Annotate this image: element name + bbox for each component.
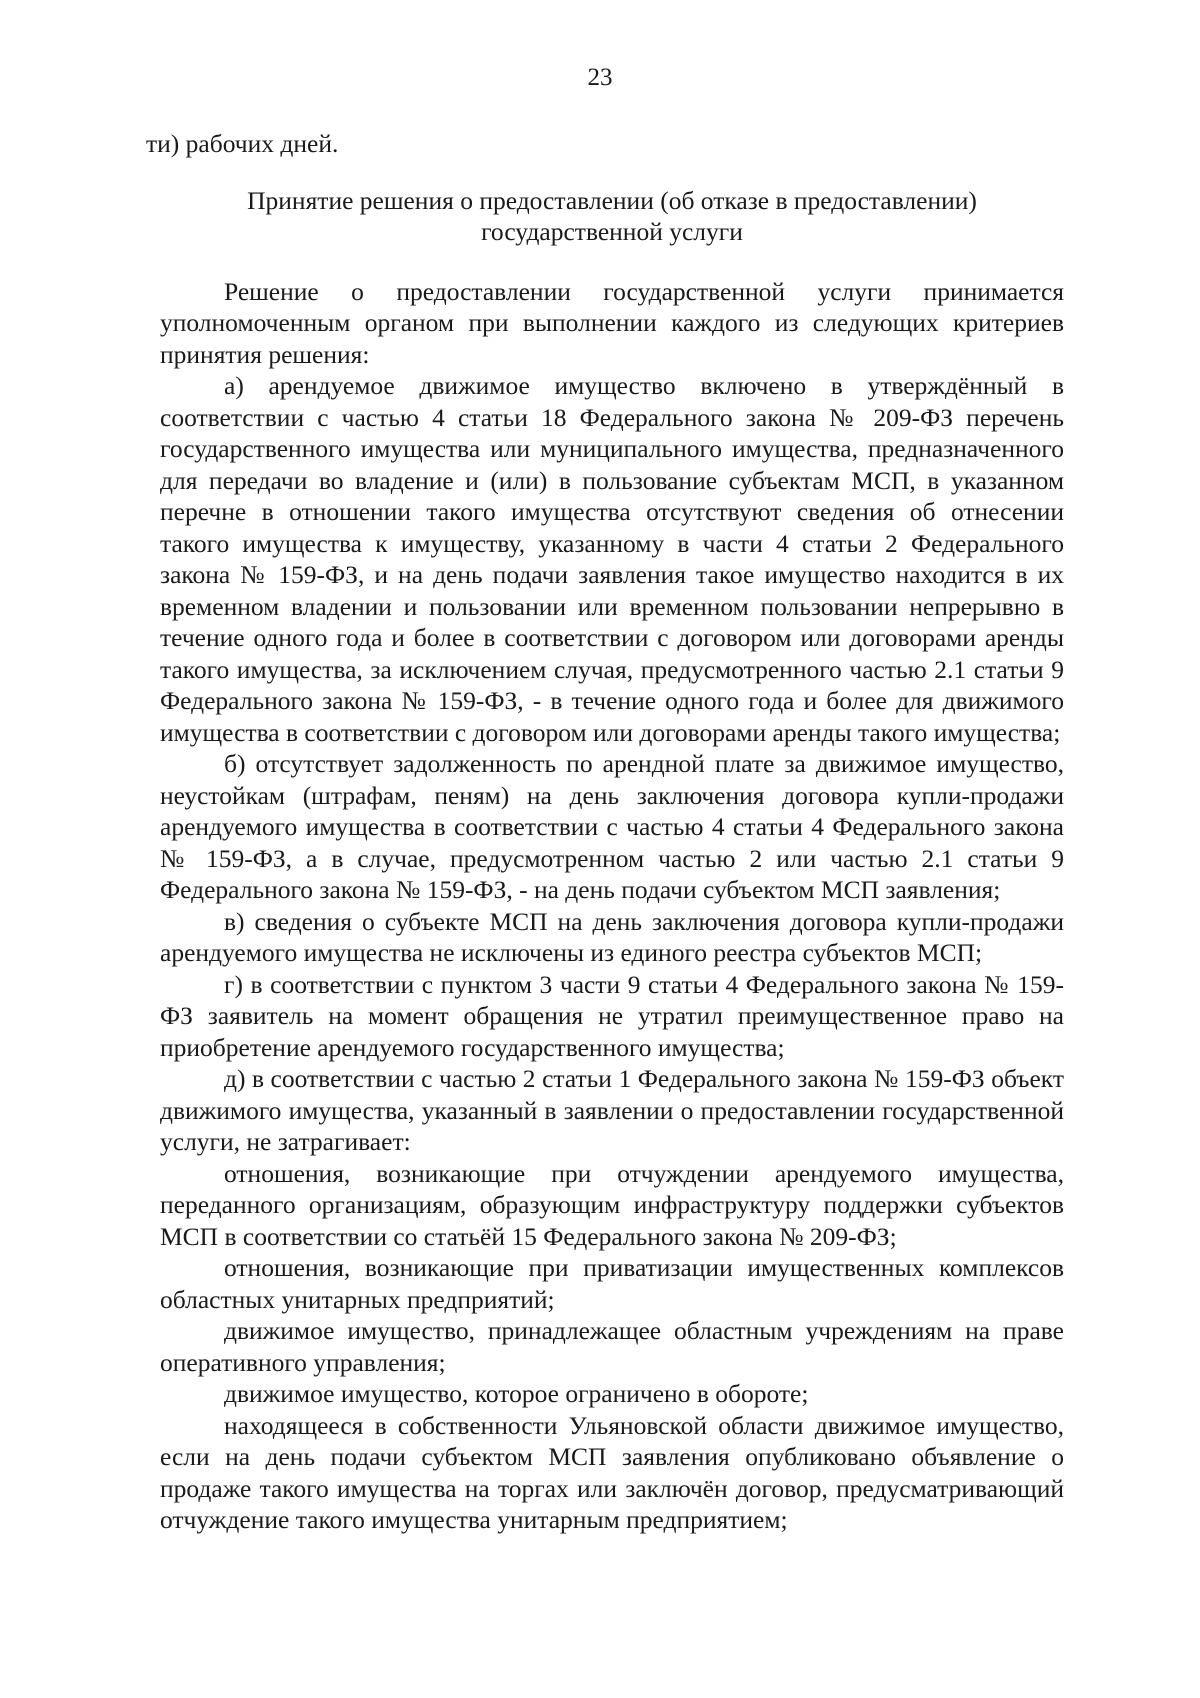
document-body <box>146 128 1064 1536</box>
paragraph-intro: Решение о предоставлении государственной услуги принимается уполномоченным органом при выполнении каждого из следующих критериев принятия решения: <box>160 276 1064 369</box>
continuation-line: ти) рабочих дней. <box>146 129 339 158</box>
section-heading <box>160 185 1064 247</box>
page-number: 23 <box>587 64 613 91</box>
paragraph-criterion-v: в) сведения о субъекте МСП на день заключения договора купли-продажи арендуемого имущества не исключены из единого реестра субъектов МСП; <box>160 906 1064 967</box>
section-heading-line-1: Принятие решения о предоставлении (об отказе в предоставлении) <box>247 185 977 215</box>
paragraph-exclusion-privatization: отношения, возникающие при приватизации имущественных комплексов областных унитарных предприятий; <box>160 1253 1064 1314</box>
paragraph-criterion-b: б) отсутствует задолженность по арендной плате за движимое имущество, неустойкам (штрафам, пеням) на день заключения договора купли-продажи арендуемого имущества в соответствии с частью 4 статьи 4 Федерального закона № 159-ФЗ, а в случае, предусмотренном частью 2 или частью 2.1 статьи 9 Федерального закона № 159-ФЗ, - на день подачи субъектом МСП заявления; <box>160 749 1064 904</box>
paragraph-exclusion-auction: находящееся в собственности Ульяновской области движимое имущество, если на день подачи субъектом МСП заявления опубликовано объявление о продаже такого имущества на торгах или заключён договор, предусматривающий отчуждение такого имущества унитарным предприятием; <box>160 1410 1064 1534</box>
paragraph-exclusion-infrastructure: отношения, возникающие при отчуждении арендуемого имущества, переданного организациям, образующим инфраструктуру поддержки субъектов МСП в соответствии со статьёй 15 Федерального закона № 209-ФЗ; <box>160 1158 1064 1251</box>
paragraph-criterion-d: д) в соответствии с частью 2 статьи 1 Федерального закона № 159-ФЗ объект движимого имущества, указанный в заявлении о предоставлении государственной услуги, не затрагивает: <box>160 1064 1064 1156</box>
paragraph-criterion-a: а) арендуемое движимое имущество включено в утверждённый в соответствии с частью 4 статьи 18 Федерального закона № 209-ФЗ перечень государственного имущества или муниципального имущества, предназначенного для передачи во владение и (или) в пользование субъектам МСП, в указанном перечне в отношении такого имущества отсутствуют сведения об отнесении такого имущества к имуществу, указанному в части 4 статьи 2 Федерального закона № 159-ФЗ, и на день подачи заявления такое имущество находится в их временном владении и пользовании или временном пользовании непрерывно в течение одного года и более в соответствии с договором или договорами аренды такого имущества, за исключением случая, предусмотренного частью 2.1 статьи 9 Федерального закона № 159-ФЗ, - в течение одного года и более для движимого имущества в соответствии с договором или договорами аренды такого имущества; <box>160 371 1064 747</box>
paragraph-exclusion-operational-management: движимое имущество, принадлежащее областным учреждениям на праве оперативного управления; <box>160 1316 1064 1377</box>
section-heading-line-2: государственной услуги <box>481 216 743 246</box>
paragraph-exclusion-restricted: движимое имущество, которое ограничено в обороте; <box>224 1379 809 1408</box>
paragraph-criterion-g: г) в соответствии с пунктом 3 части 9 статьи 4 Федерального закона № 159-ФЗ заявитель на момент обращения не утратил преимущественное право на приобретение арендуемого государственного имущества; <box>160 969 1064 1062</box>
